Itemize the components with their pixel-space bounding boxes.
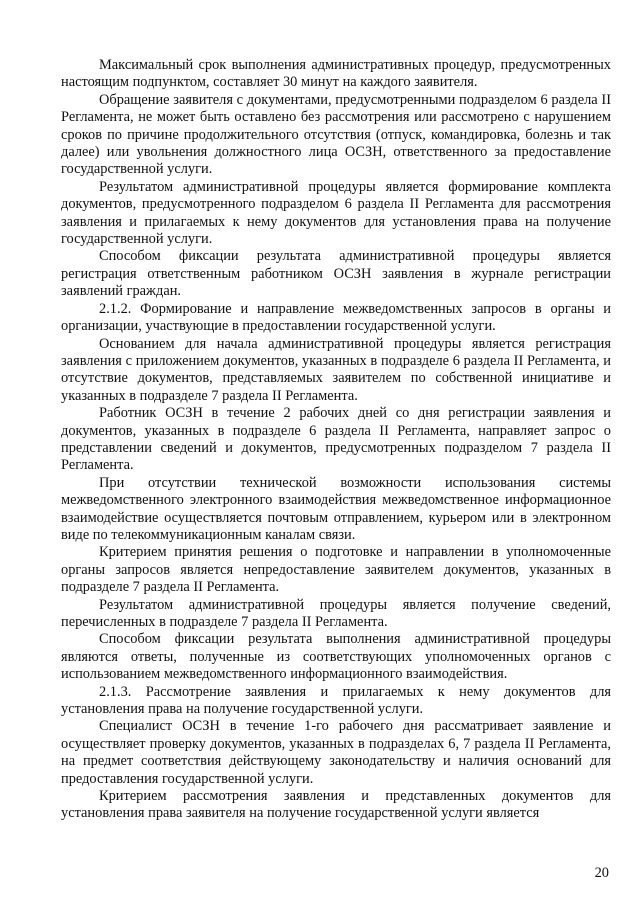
- paragraph: Максимальный срок выполнения административных процедур, предусмотренных настоящим подпунктом, составляет 30 минут на каждого заявителя.: [61, 57, 611, 91]
- paragraph: Способом фиксации результата выполнения административной процедуры являются ответы, полученные из соответствующих уполномоченных органов с использованием межведомственного информационного взаимодействия.: [61, 631, 611, 683]
- section-heading-paragraph: 2.1.2. Формирование и направление межведомственных запросов в органы и организации, участвующие в предоставлении государственной услуги.: [61, 300, 611, 335]
- paragraph: Обращение заявителя с документами, предусмотренными подразделом 6 раздела II Регламента, не может быть оставлено без рассмотрения или рассмотрено с нарушением сроков по причине продолжительного отсутствия (отпуск, командировка, болезнь и так далее) или увольнения должностного лица ОСЗН, ответственного за предоставление государственной услуги.: [61, 91, 611, 178]
- section-heading-paragraph: 2.1.3. Рассмотрение заявления и прилагаемых к нему документов для установления права на получение государственной услуги.: [61, 683, 611, 718]
- paragraph: Способом фиксации результата административной процедуры является регистрация ответственным работником ОСЗН заявления в журнале регистрации заявлений граждан.: [61, 248, 611, 300]
- paragraph: Результатом административной процедуры является получение сведений, перечисленных в подразделе 7 раздела II Регламента.: [61, 596, 611, 630]
- paragraph: Работник ОСЗН в течение 2 рабочих дней со дня регистрации заявления и документов, указанных в подразделе 6 раздела II Регламента, направляет запрос о представлении сведений и документов, предусмотренных подразделом 7 раздела II Регламента.: [61, 405, 611, 474]
- paragraph: Результатом административной процедуры является формирование комплекта документов, предусмотренного подразделом 6 раздела II Регламента для рассмотрения заявления и прилагаемых к нему документов для установления права на получение государственной услуги.: [61, 178, 611, 248]
- paragraph: При отсутствии технической возможности использования системы межведомственного электронного взаимодействия межведомственное информационное взаимодействие осуществляется почтовым отправлением, курьером или в электронном виде по телекоммуникационным каналам связи.: [61, 474, 611, 543]
- paragraph: Критерием рассмотрения заявления и представленных документов для установления права заявителя на получение государственной услуги является: [61, 788, 611, 822]
- paragraph: Основанием для начала административной процедуры является регистрация заявления с приложением документов, указанных в подразделе 6 раздела II Регламента, и отсутствие документов, представляемых заявителем по собственной инициативе и указанных в подразделе 7 раздела II Регламента.: [61, 335, 611, 404]
- paragraph: Специалист ОСЗН в течение 1-го рабочего дня рассматривает заявление и осуществляет проверку документов, указанных в подразделах 6, 7 раздела II Регламента, на предмет соответствия действующему законодательству и наличия оснований для предоставления государственной услуги.: [61, 718, 611, 787]
- document-body: [61, 57, 611, 823]
- paragraph: Критерием принятия решения о подготовке и направлении в уполномоченные органы запросов является непредоставление заявителем документов, указанных в подразделе 7 раздела II Регламента.: [61, 544, 611, 596]
- page-number: 20: [594, 865, 609, 881]
